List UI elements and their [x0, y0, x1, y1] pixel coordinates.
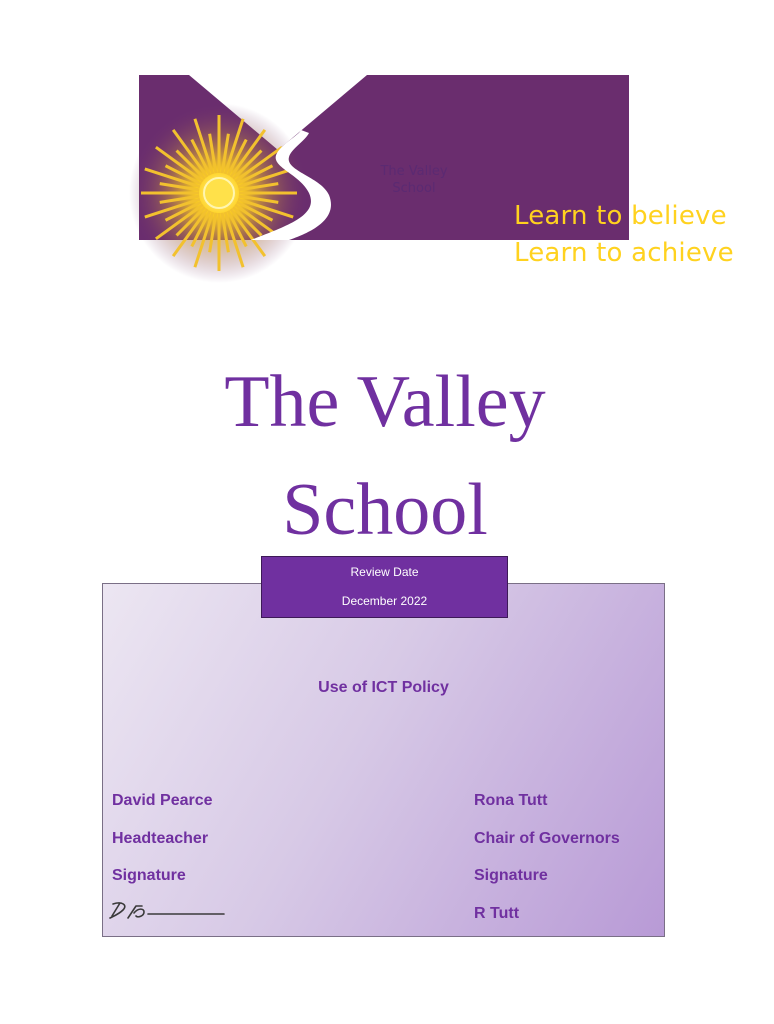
page-title-line-1: The Valley — [224, 361, 546, 443]
headteacher-signature-label: Signature — [112, 867, 186, 884]
review-date-value: December 2022 — [341, 594, 428, 608]
headteacher-signature-mark — [108, 898, 226, 924]
review-date-label: Review Date — [350, 565, 419, 579]
policy-panel — [102, 583, 665, 937]
banner-school-name-line1: The Valley — [380, 164, 448, 179]
banner-school-name — [357, 163, 471, 197]
banner-school-name-line2: School — [392, 181, 436, 196]
headteacher-name: David Pearce — [112, 792, 213, 809]
school-banner-logo — [139, 75, 734, 268]
review-date-box — [261, 556, 508, 618]
chair-name: Rona Tutt — [474, 792, 548, 809]
slogan-line-2: Learn to achieve — [514, 238, 734, 268]
sun-icon — [204, 178, 234, 208]
chair-signature-label: Signature — [474, 867, 548, 884]
chair-signature-value: R Tutt — [474, 905, 520, 922]
headteacher-role: Headteacher — [112, 830, 209, 847]
chair-role: Chair of Governors — [474, 830, 620, 847]
policy-title: Use of ICT Policy — [318, 679, 449, 696]
slogan-line-1: Learn to believe — [514, 201, 727, 231]
page-title-line-2: School — [282, 469, 488, 551]
